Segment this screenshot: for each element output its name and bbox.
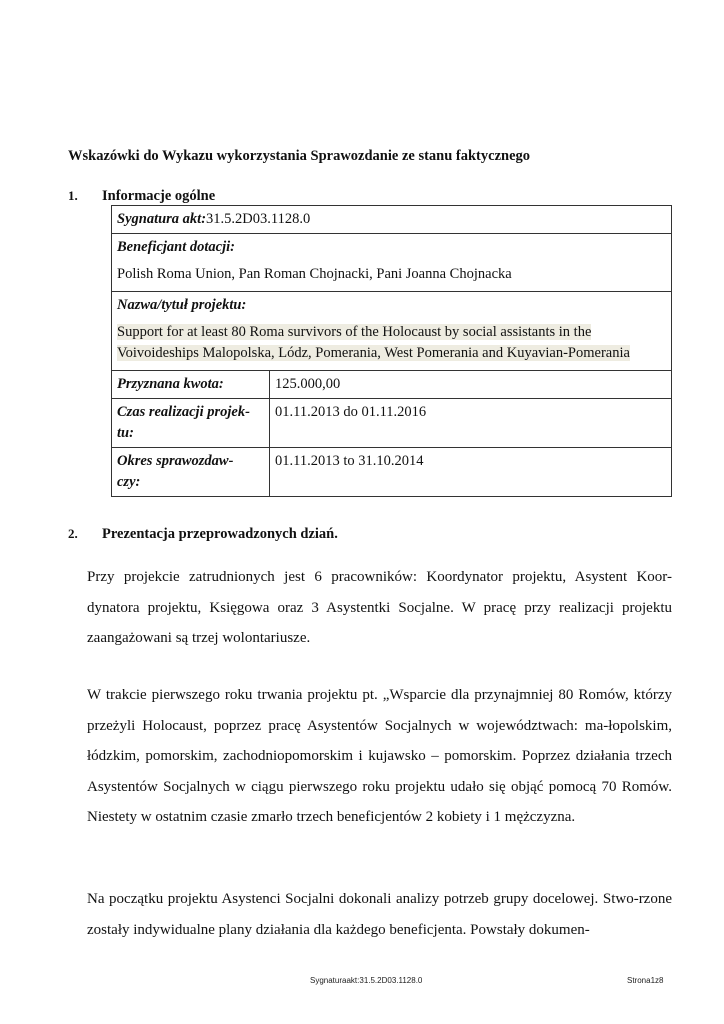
czas-value: 01.11.2013 do 01.11.2016 xyxy=(270,399,672,448)
paragraph-2: W trakcie pierwszego roku trwania projektu pt. „Wsparcie dla przynajmniej 80 Romów, którzy przeżyli Holocaust, poprzez pracę Asystentów Socjalnych w województwach: ma-łopolskim, łódzkim, pomorskim, zachodniopomorskim i kujawsko – pomorskim. Poprzez działania trzech Asystentów Socjalnych w ciągu pierwszego roku projektu udało się objąć pomocą 70 Romów. Niestety w ostatnim czasie zmarło trzech beneficjentów 2 kobiety i 1 mężczyzna. xyxy=(87,687,672,825)
section-1-title xyxy=(68,188,215,205)
footer-signature: Sygnaturaakt:31.5.2D03.1128.0 xyxy=(310,976,423,985)
project-info-table xyxy=(111,205,672,497)
section-1-label: Informacje ogólne xyxy=(102,188,216,204)
okres-label: Okres sprawozdaw- czy: xyxy=(112,448,270,497)
sygnatura-value: 31.5.2D03.1128.0 xyxy=(206,211,311,227)
document-heading: Wskazówki do Wykazu wykorzystania Sprawozdanie ze stanu faktycznego xyxy=(68,148,531,164)
kwota-value: 125.000,00 xyxy=(270,371,672,399)
beneficjant-value: Polish Roma Union, Pan Roman Chojnacki, Pani Joanna Chojnacka xyxy=(117,266,512,282)
table-row xyxy=(112,448,672,497)
paragraph-3: Na początku projektu Asystenci Socjalni dokonali analizy potrzeb grupy docelowej. Stwo-rzone zostały indywidualne plany działania dla każdego beneficjenta. Powstały dokumen- xyxy=(87,891,672,938)
sygnatura-label: Sygnatura akt: xyxy=(117,211,207,227)
nazwa-label: Nazwa/tytuł projektu: xyxy=(117,297,247,313)
table-row xyxy=(112,292,672,371)
sygnatura-cell xyxy=(112,206,672,234)
czas-label: Czas realizacji projek- tu: xyxy=(112,399,270,448)
section-2-title xyxy=(68,526,338,543)
nazwa-value: Support for at least 80 Roma survivors of the Holocaust by social assistants in the Voivoideships Malopolska, Lódz, Pomerania, West Pomerania and Kuyavian-Pomerania xyxy=(117,324,630,361)
section-2-number: 2. xyxy=(68,526,78,541)
table-row xyxy=(112,234,672,292)
paragraph-1: Przy projekcie zatrudnionych jest 6 pracowników: Koordynator projektu, Asystent Koor-dynatora projektu, Księgowa oraz 3 Asystentki Socjalne. W pracę przy realizacji projektu zaangażowani są trzej wolontariusze. xyxy=(87,569,672,646)
nazwa-value-wrap xyxy=(117,322,666,364)
table-row xyxy=(112,206,672,234)
table-row xyxy=(112,399,672,448)
section-1-number: 1. xyxy=(68,188,78,203)
okres-value: 01.11.2013 to 31.10.2014 xyxy=(270,448,672,497)
table-row xyxy=(112,371,672,399)
nazwa-cell xyxy=(112,292,672,371)
kwota-label: Przyznana kwota: xyxy=(112,371,270,399)
footer-page-number: Strona1z8 xyxy=(627,976,664,985)
section-2-label: Prezentacja przeprowadzonych dziań. xyxy=(102,526,338,542)
beneficjant-cell xyxy=(112,234,672,292)
beneficjant-label: Beneficjant dotacji: xyxy=(117,239,235,255)
